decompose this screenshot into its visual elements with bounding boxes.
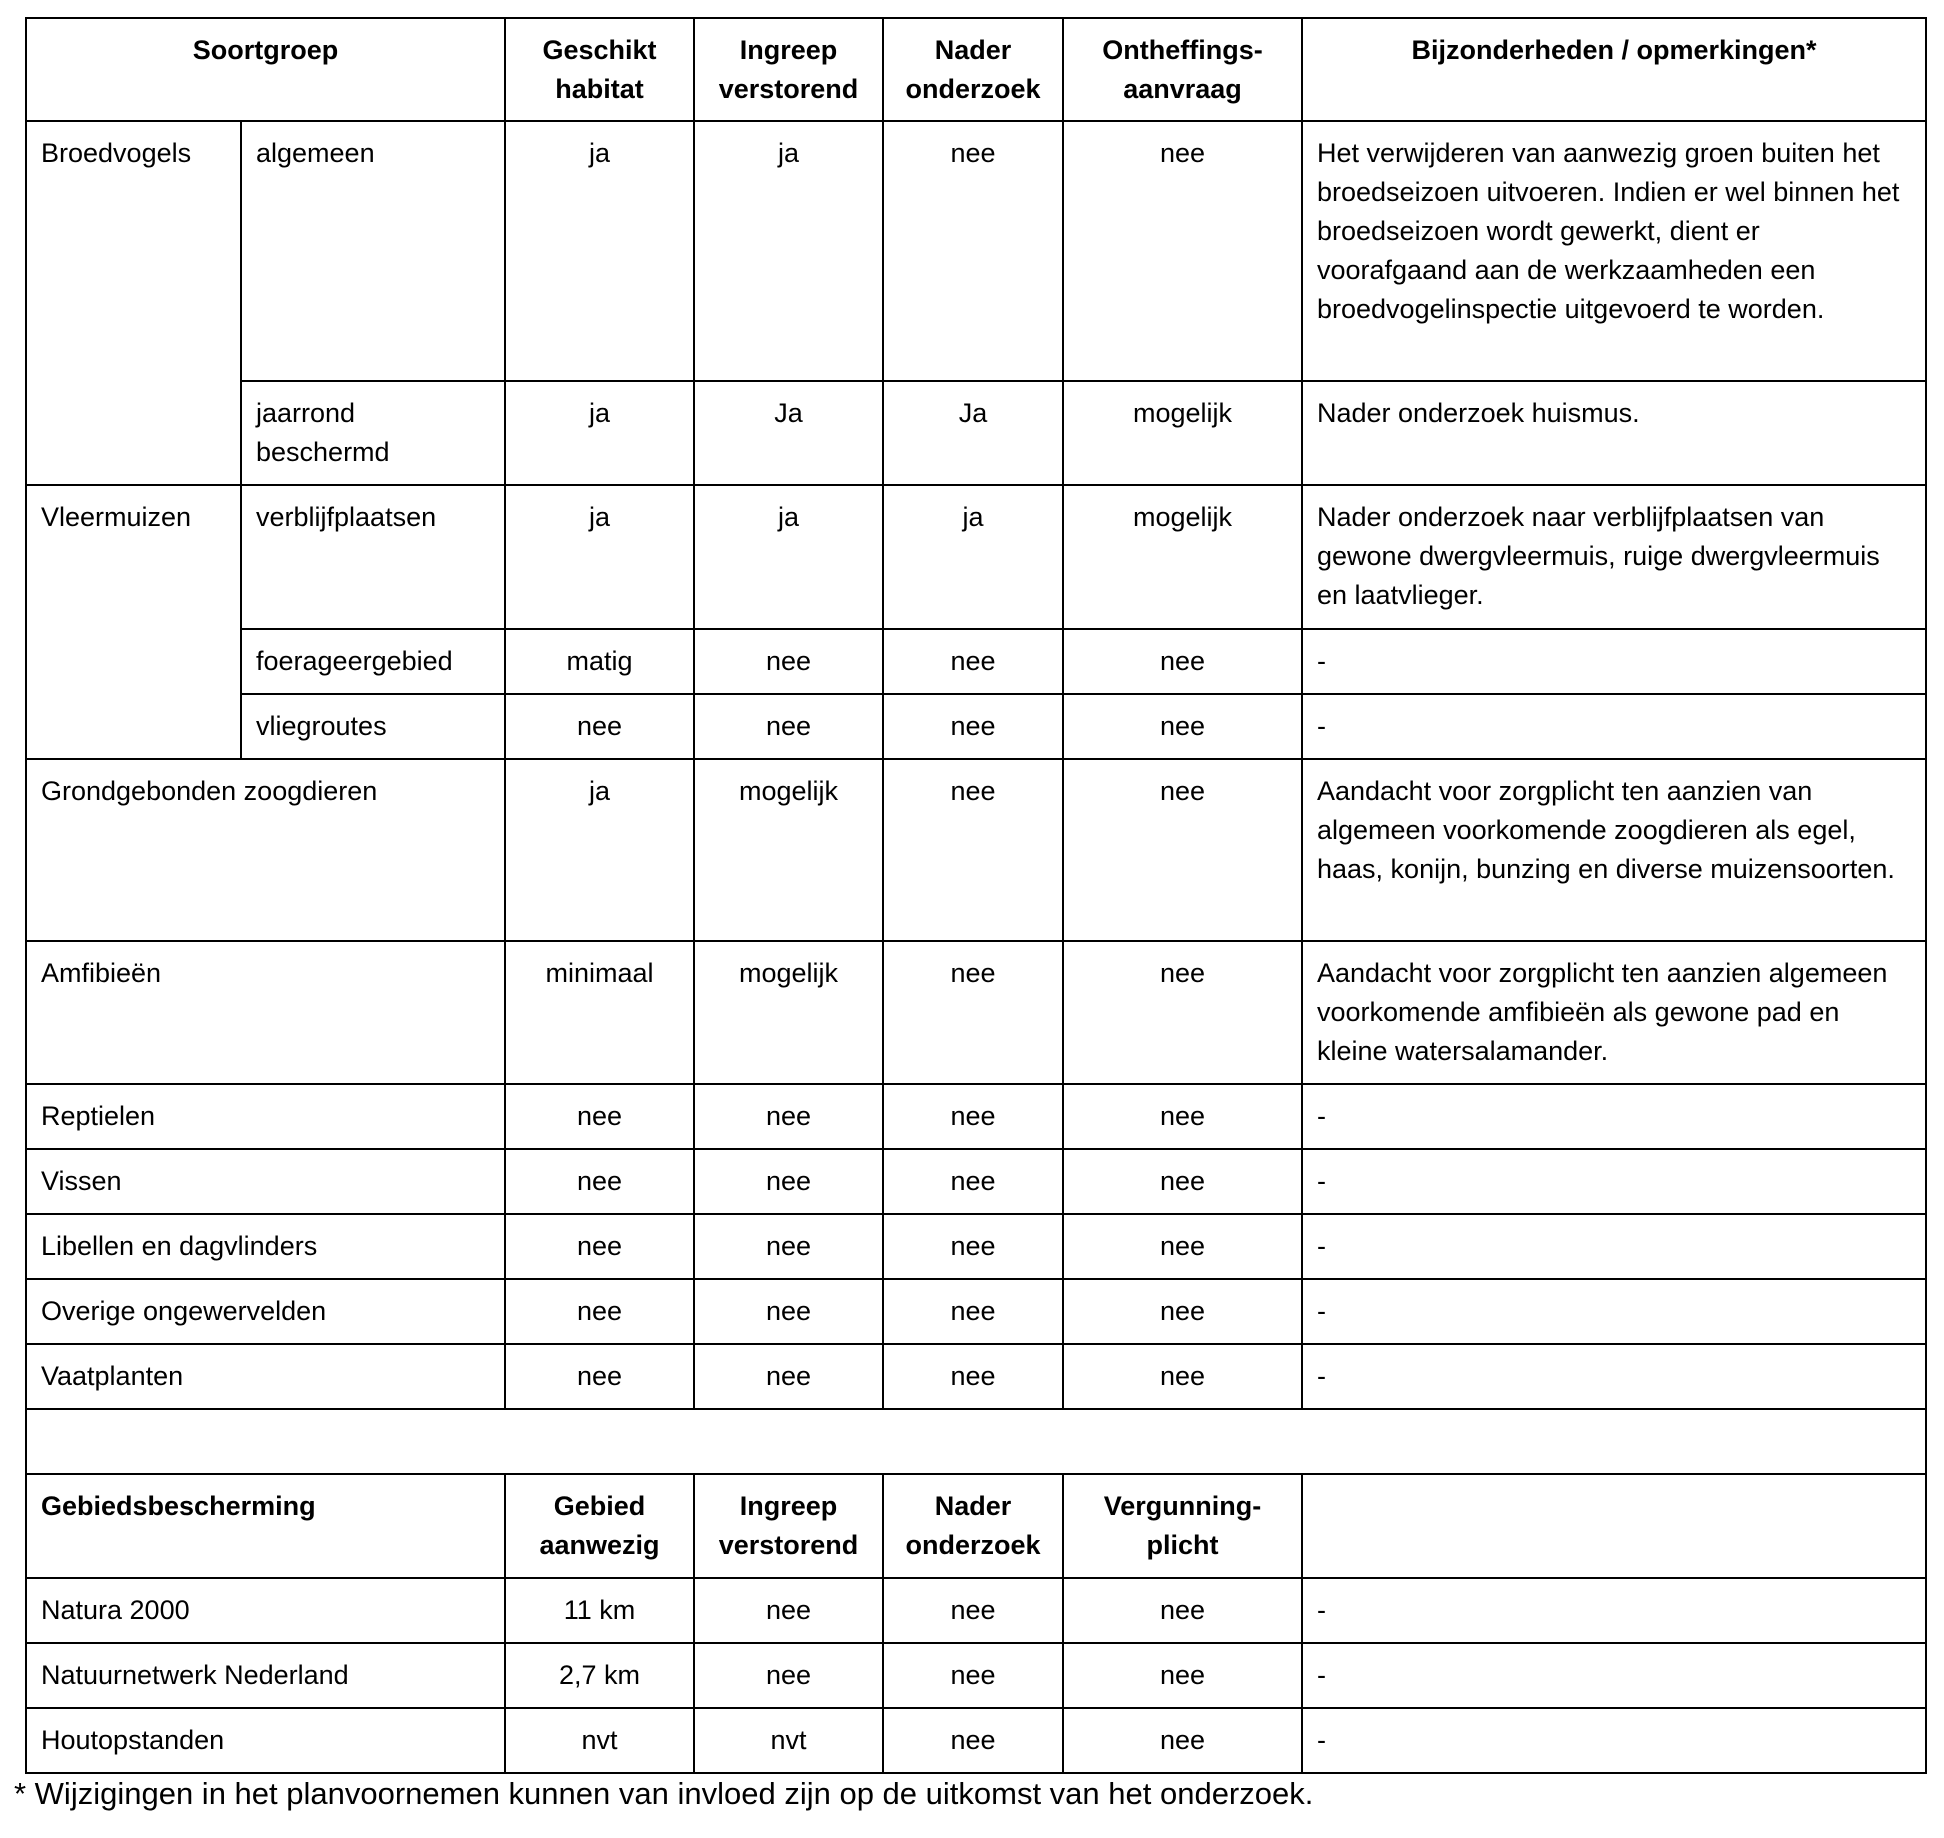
ingreep-cell: nvt (694, 1708, 883, 1773)
group-cell: Vaatplanten (26, 1344, 505, 1409)
nader-cell: nee (883, 941, 1063, 1084)
habitat-cell: minimaal (505, 941, 694, 1084)
header-vergunningplicht: Vergunning- plicht (1063, 1474, 1302, 1578)
species-table (25, 17, 1927, 1774)
ontheffing-cell: nee (1063, 1084, 1302, 1149)
table-row (26, 381, 1926, 485)
group-cell: Vissen (26, 1149, 505, 1214)
group-cell: Libellen en dagvlinders (26, 1214, 505, 1279)
gebied-name-cell: Natura 2000 (26, 1578, 505, 1643)
nader-cell: nee (883, 1279, 1063, 1344)
vergunning-cell: nee (1063, 1708, 1302, 1773)
header-ingreep-verstorend-2: Ingreep verstorend (694, 1474, 883, 1578)
ingreep-cell: nee (694, 1643, 883, 1708)
ingreep-cell: nee (694, 1578, 883, 1643)
gebied-header-empty (1302, 1474, 1926, 1578)
remark-cell: - (1302, 1149, 1926, 1214)
remark-cell: - (1302, 1214, 1926, 1279)
group-cell: Broedvogels (26, 121, 241, 485)
ingreep-cell: nee (694, 1344, 883, 1409)
subgroup-cell: algemeen (241, 121, 505, 381)
table-row (26, 694, 1926, 759)
ingreep-cell: ja (694, 121, 883, 381)
ontheffing-cell: nee (1063, 121, 1302, 381)
nader-cell: nee (883, 1084, 1063, 1149)
remark-cell: - (1302, 694, 1926, 759)
table-row (26, 1214, 1926, 1279)
ingreep-cell: mogelijk (694, 941, 883, 1084)
ontheffing-cell: nee (1063, 1344, 1302, 1409)
group-cell: Amfibieën (26, 941, 505, 1084)
habitat-cell: nee (505, 1214, 694, 1279)
spacer-cell (26, 1409, 1926, 1474)
table-row (26, 759, 1926, 941)
header-geschikt-habitat: Geschikt habitat (505, 18, 694, 121)
ingreep-cell: nee (694, 694, 883, 759)
header-gebied-aanwezig: Gebied aanwezig (505, 1474, 694, 1578)
remark-cell: Het verwijderen van aanwezig groen buiten het broedseizoen uitvoeren. Indien er wel binnen het broedseizoen wordt gewerkt, dient er voorafgaand aan de werkzaamheden een broedvogelinspectie uitgevoerd te worden. (1302, 121, 1926, 381)
header-bijzonderheden: Bijzonderheden / opmerkingen* (1302, 18, 1926, 121)
group-cell: Overige ongewervelden (26, 1279, 505, 1344)
vergunning-cell: nee (1063, 1578, 1302, 1643)
subgroup-cell: vliegroutes (241, 694, 505, 759)
habitat-cell: ja (505, 759, 694, 941)
aanwezig-cell: 2,7 km (505, 1643, 694, 1708)
table-row (26, 1149, 1926, 1214)
nader-cell: nee (883, 1344, 1063, 1409)
nader-cell: Ja (883, 381, 1063, 485)
aanwezig-cell: 11 km (505, 1578, 694, 1643)
habitat-cell: ja (505, 485, 694, 629)
ingreep-cell: nee (694, 1214, 883, 1279)
nader-cell: nee (883, 1578, 1063, 1643)
header-soortgroep: Soortgroep (26, 18, 505, 121)
header-ontheffingsaanvraag: Ontheffings- aanvraag (1063, 18, 1302, 121)
header-ingreep-verstorend: Ingreep verstorend (694, 18, 883, 121)
ontheffing-cell: nee (1063, 1149, 1302, 1214)
ontheffing-cell: nee (1063, 1214, 1302, 1279)
group-cell: Reptielen (26, 1084, 505, 1149)
subgroup-cell: foerageergebied (241, 629, 505, 694)
footnote: * Wijzigingen in het planvoornemen kunnen van invloed zijn op de uitkomst van het onderzoek. (14, 1776, 1314, 1811)
nader-cell: nee (883, 121, 1063, 381)
gebied-header-title: Gebiedsbescherming (26, 1474, 505, 1578)
table-row (26, 485, 1926, 629)
nader-cell: nee (883, 694, 1063, 759)
remark-cell: - (1302, 1643, 1926, 1708)
ontheffing-cell: mogelijk (1063, 485, 1302, 629)
table-row (26, 941, 1926, 1084)
header-nader-onderzoek: Nader onderzoek (883, 18, 1063, 121)
remark-cell: - (1302, 1279, 1926, 1344)
gebied-header-row (26, 1474, 1926, 1578)
habitat-cell: nee (505, 1344, 694, 1409)
vergunning-cell: nee (1063, 1643, 1302, 1708)
gebied-name-cell: Natuurnetwerk Nederland (26, 1643, 505, 1708)
ontheffing-cell: mogelijk (1063, 381, 1302, 485)
habitat-cell: matig (505, 629, 694, 694)
nader-cell: nee (883, 1708, 1063, 1773)
table-row (26, 1708, 1926, 1773)
ontheffing-cell: nee (1063, 694, 1302, 759)
habitat-cell: ja (505, 121, 694, 381)
ontheffing-cell: nee (1063, 629, 1302, 694)
gebied-name-cell: Houtopstanden (26, 1708, 505, 1773)
nader-cell: nee (883, 759, 1063, 941)
remark-cell: - (1302, 1344, 1926, 1409)
header-row (26, 18, 1926, 121)
habitat-cell: nee (505, 1149, 694, 1214)
table-row (26, 121, 1926, 381)
table-row (26, 1084, 1926, 1149)
table-row (26, 1279, 1926, 1344)
remark-cell: Nader onderzoek huismus. (1302, 381, 1926, 485)
spacer-row (26, 1409, 1926, 1474)
remark-cell: - (1302, 629, 1926, 694)
nader-cell: nee (883, 1214, 1063, 1279)
nader-cell: nee (883, 629, 1063, 694)
ingreep-cell: nee (694, 1149, 883, 1214)
ingreep-cell: nee (694, 1084, 883, 1149)
group-cell: Grondgebonden zoogdieren (26, 759, 505, 941)
aanwezig-cell: nvt (505, 1708, 694, 1773)
habitat-cell: nee (505, 1084, 694, 1149)
habitat-cell: nee (505, 694, 694, 759)
header-nader-onderzoek-2: Nader onderzoek (883, 1474, 1063, 1578)
nader-cell: ja (883, 485, 1063, 629)
remark-cell: - (1302, 1708, 1926, 1773)
table-row (26, 1344, 1926, 1409)
habitat-cell: nee (505, 1279, 694, 1344)
remark-cell: - (1302, 1084, 1926, 1149)
remark-cell: Aandacht voor zorgplicht ten aanzien algemeen voorkomende amfibieën als gewone pad en kleine watersalamander. (1302, 941, 1926, 1084)
remark-cell: Aandacht voor zorgplicht ten aanzien van algemeen voorkomende zoogdieren als egel, haas, konijn, bunzing en diverse muizensoorten. (1302, 759, 1926, 941)
group-cell: Vleermuizen (26, 485, 241, 759)
ingreep-cell: nee (694, 1279, 883, 1344)
remark-cell: - (1302, 1578, 1926, 1643)
habitat-cell: ja (505, 381, 694, 485)
ingreep-cell: nee (694, 629, 883, 694)
ingreep-cell: mogelijk (694, 759, 883, 941)
subgroup-cell: verblijfplaatsen (241, 485, 505, 629)
subgroup-cell: jaarrond beschermd (241, 381, 505, 485)
table-row (26, 629, 1926, 694)
nader-cell: nee (883, 1149, 1063, 1214)
ontheffing-cell: nee (1063, 941, 1302, 1084)
remark-cell: Nader onderzoek naar verblijfplaatsen van gewone dwergvleermuis, ruige dwergvleermuis en laatvlieger. (1302, 485, 1926, 629)
ontheffing-cell: nee (1063, 1279, 1302, 1344)
ingreep-cell: Ja (694, 381, 883, 485)
ontheffing-cell: nee (1063, 759, 1302, 941)
table-row (26, 1643, 1926, 1708)
nader-cell: nee (883, 1643, 1063, 1708)
ingreep-cell: ja (694, 485, 883, 629)
table-row (26, 1578, 1926, 1643)
